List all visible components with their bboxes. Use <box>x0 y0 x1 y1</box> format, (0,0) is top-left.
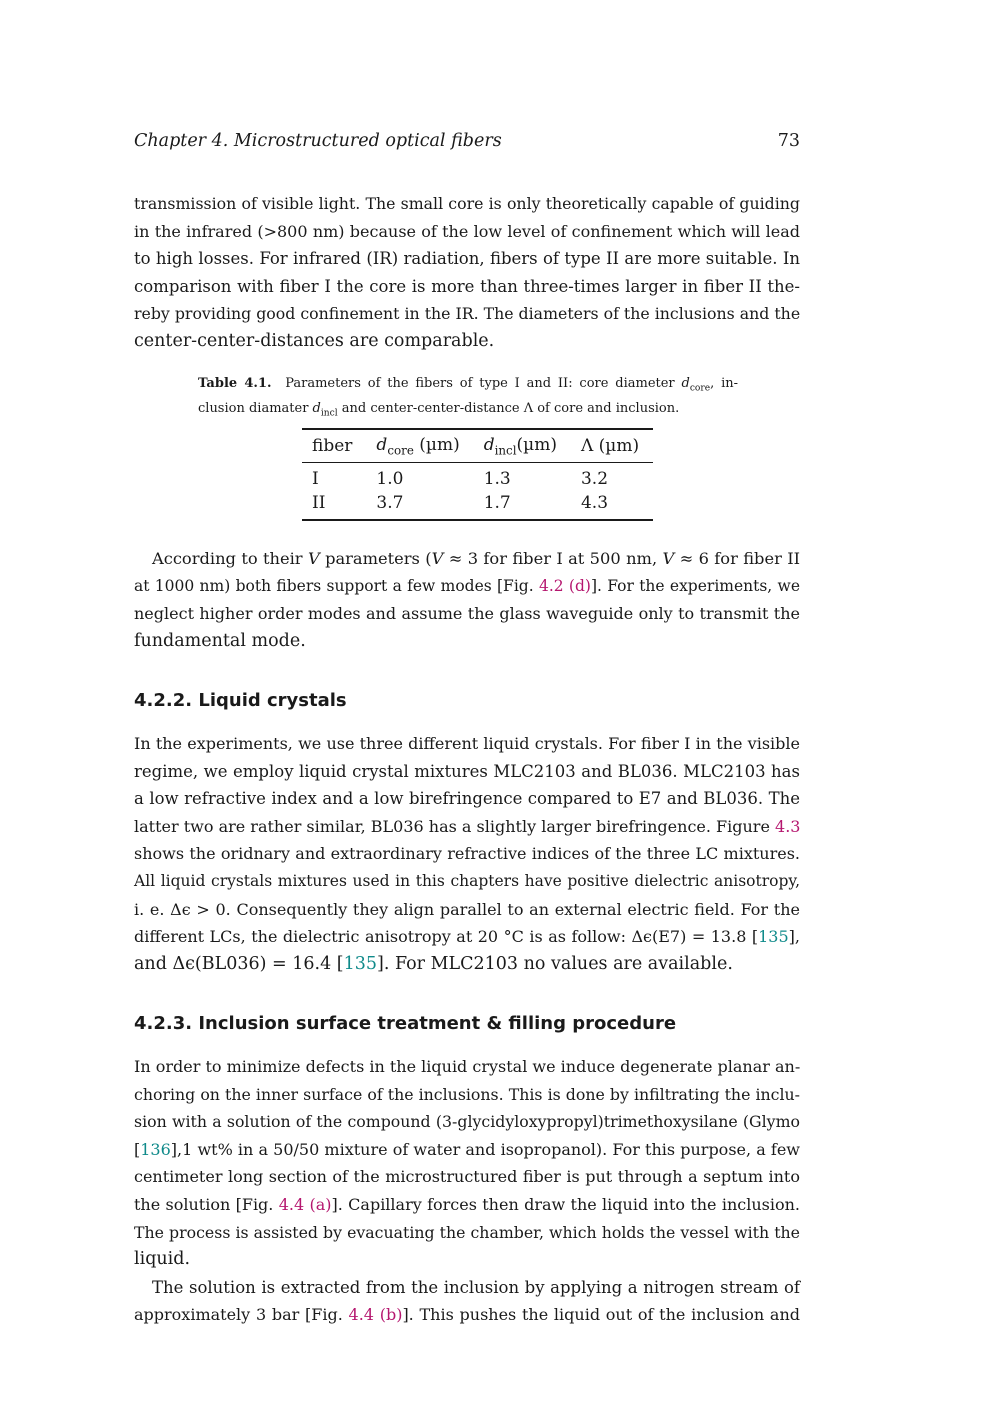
text-line: in the infrared (>800 nm) because of the low level of confinement which will lead <box>134 221 800 241</box>
figure-ref-link[interactable]: 4.4 (a) <box>278 1194 332 1214</box>
paragraph-intro <box>134 190 800 356</box>
text-line: All liquid crystals mixtures used in this chapters have positive dielectric anisotropy, <box>134 871 800 890</box>
table-caption <box>198 374 738 423</box>
text-line: comparison with fiber I the core is more than three-times larger in fiber II the- <box>134 276 800 296</box>
figure-ref-link[interactable]: 4.3 <box>775 816 801 836</box>
text-line: a low refractive index and a low birefringence compared to E7 and BL036. The <box>134 789 800 809</box>
citation-link[interactable]: 135 <box>343 953 377 974</box>
text-line: approximately 3 bar [Fig. 4.4 (b)]. This pushes the liquid out of the inclusion and <box>134 1305 800 1325</box>
paragraph-surface-treatment <box>134 1053 800 1329</box>
text-line: choring on the inner surface of the inclusions. This is done by infiltrating the inclu- <box>134 1084 800 1104</box>
text-line: According to their V parameters (V ≈ 3 for fiber I at 500 nm, V ≈ 6 for fiber II <box>152 549 801 568</box>
text-line: In the experiments, we use three different liquid crystals. For fiber I in the visible <box>134 734 800 753</box>
fiber-parameters-table <box>302 428 653 521</box>
paragraph-v-parameters <box>134 545 800 655</box>
cell-dcore: 3.7 <box>366 491 473 520</box>
table-header-row <box>302 429 653 463</box>
text-line: center-center-distances are comparable. <box>134 330 495 351</box>
text-line: reby providing good confinement in the IR. The diameters of the inclusions and the <box>134 304 801 324</box>
table-row <box>302 491 653 520</box>
section-heading-surface-treatment: 4.2.3. Inclusion surface treatment & filling procedure <box>134 1013 677 1034</box>
text-line: liquid. <box>134 1249 191 1270</box>
text-line: In order to minimize defects in the liquid crystal we induce degenerate planar an- <box>134 1057 801 1076</box>
text-line: i. e. Δϵ > 0. Consequently they align parallel to an external electric field. For the <box>134 899 800 919</box>
cell-dcore: 1.0 <box>376 469 404 489</box>
text-line: shows the oridnary and extraordinary refractive indices of the three LC mixtures. <box>134 844 800 864</box>
text-line: centimeter long section of the microstructured fiber is put through a septum into <box>134 1167 800 1187</box>
col-header-dincl: $d_{incl}(\mu m)$ <box>474 429 571 463</box>
cell-fiber: I <box>312 469 319 489</box>
text-line: The process is assisted by evacuating the chamber, which holds the vessel with the <box>134 1222 800 1242</box>
table-row <box>302 463 653 492</box>
col-header-dcore: $d_{core}$ (µm) <box>366 429 473 463</box>
text-line: [136],1 wt% in a 50/50 mixture of water and isopropanol). For this purpose, a few <box>134 1139 800 1159</box>
col-header-lambda: Λ (µm) <box>571 429 653 463</box>
section-heading-liquid-crystals: 4.2.2. Liquid crystals <box>134 690 347 711</box>
running-header <box>134 131 800 157</box>
table-label: Table 4.1. <box>198 376 272 391</box>
cell-dincl: 1.7 <box>474 491 571 520</box>
text-line: the solution [Fig. 4.4 (a)]. Capillary forces then draw the liquid into the inclusion. <box>134 1194 801 1214</box>
figure-ref-link[interactable]: 4.2 (d) <box>538 576 591 595</box>
caption-line: Table 4.1. Parameters of the fibers of type I and II: core diameter $d_{core}$, in- <box>198 376 739 394</box>
page-number: 73 <box>777 131 800 151</box>
citation-link[interactable]: 136 <box>140 1139 171 1159</box>
cell-lambda: 4.3 <box>571 491 653 520</box>
text-line: fundamental mode. <box>134 630 306 651</box>
text-line: transmission of visible light. The small core is only theoretically capable of guiding <box>134 194 800 213</box>
text-line: to high losses. For infrared (IR) radiation, fibers of type II are more suitable. In <box>134 249 800 269</box>
text-line: neglect higher order modes and assume the glass waveguide only to transmit the <box>134 604 800 624</box>
caption-line: clusion diamater $d_{incl}$ and center-center-distance Λ of core and inclusion. <box>198 400 680 419</box>
figure-ref-link[interactable]: 4.4 (b) <box>348 1305 403 1325</box>
col-header-fiber: fiber <box>302 429 366 463</box>
citation-link[interactable]: 135 <box>758 927 789 947</box>
cell-dincl: 1.3 <box>483 469 511 489</box>
cell-lambda: 3.2 <box>580 469 609 489</box>
chapter-title: Chapter 4. Microstructured optical fibers <box>134 131 502 151</box>
text-line: sion with a solution of the compound (3-glycidyloxypropyl)trimethoxysilane (Glymo <box>134 1112 800 1132</box>
text-line: regime, we employ liquid crystal mixtures MLC2103 and BL036. MLC2103 has <box>134 761 800 781</box>
text-line: latter two are rather similar, BL036 has a slightly larger birefringence. Figure 4.3 <box>134 816 801 836</box>
text-line: at 1000 nm) both fibers support a few modes [Fig. 4.2 (d)]. For the experiments, we <box>134 576 800 595</box>
text-line: The solution is extracted from the inclusion by applying a nitrogen stream of <box>152 1277 800 1297</box>
text-line: and Δϵ(BL036) = 16.4 [135]. For MLC2103 no values are available. <box>134 953 733 974</box>
paragraph-liquid-crystals <box>134 730 800 978</box>
cell-fiber: II <box>302 491 366 520</box>
text-line: different LCs, the dielectric anisotropy at 20 °C is as follow: Δϵ(E7) = 13.8 [135], <box>134 927 800 947</box>
